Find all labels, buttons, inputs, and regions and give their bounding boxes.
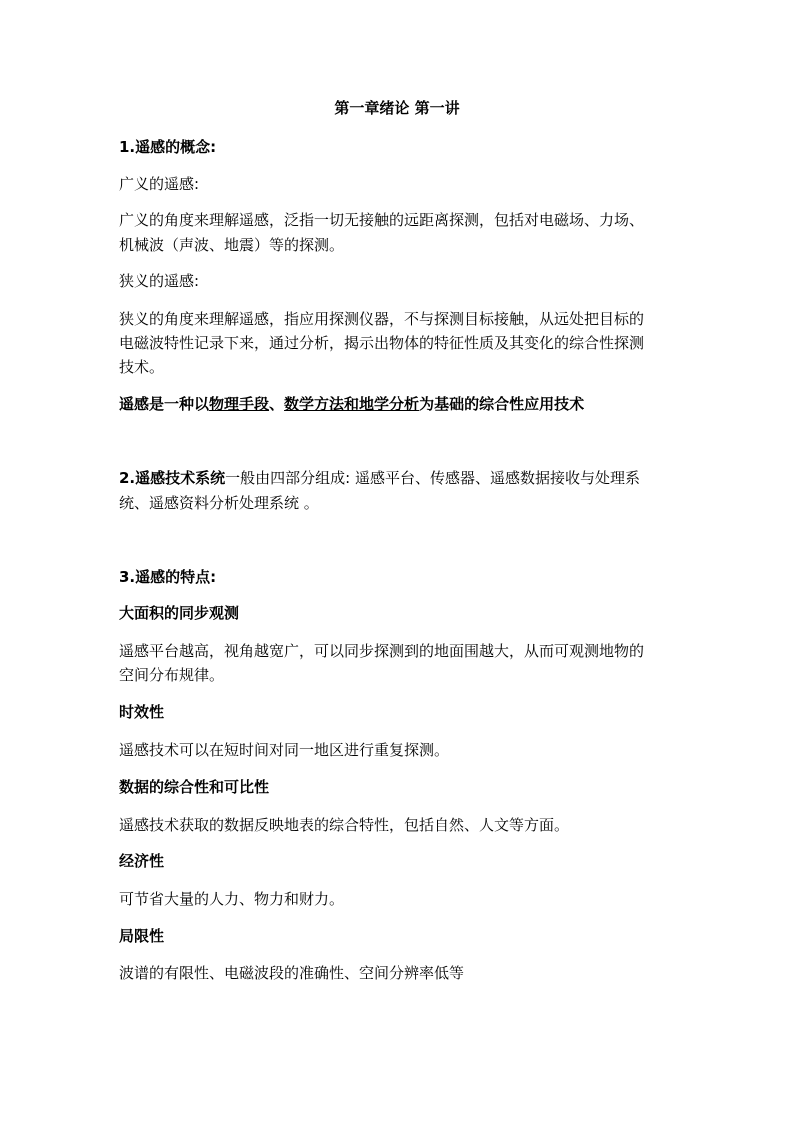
section-1-heading: 1.遥感的概念:: [119, 138, 217, 156]
feature-text-timeliness: 遥感技术可以在短时间对同一地区进行重复探测。: [119, 741, 450, 759]
feature-text-comprehensiveness: 遥感技术获取的数据反映地表的综合特性，包括自然、人文等方面。: [119, 816, 570, 834]
feature-title-synchronous-observation: 大面积的同步观测: [119, 604, 240, 622]
section-2-text: 一般由四部分组成: 遥感平台、传感器、遥感数据接收与处理系: [225, 469, 640, 487]
section-3-heading: 3.遥感的特点:: [119, 568, 217, 586]
broad-definition-line-2: 机械波（声波、地震）等的探测。: [119, 236, 345, 254]
feature-title-timeliness: 时效性: [119, 703, 165, 721]
narrow-definition-line-2: 电磁波特性记录下来，通过分析，揭示出物体的特征性质及其变化的综合性探测: [119, 334, 645, 352]
definition-math-geo-analysis: 数学方法和地学分析: [284, 395, 420, 413]
section-2-line-2: 统、遥感资料分析处理系统 。: [119, 494, 319, 512]
broad-remote-sensing-label: 广义的遥感:: [119, 175, 200, 193]
feature-title-comprehensiveness: 数据的综合性和可比性: [119, 778, 270, 796]
remote-sensing-definition: [119, 395, 584, 413]
definition-part-1: 遥感是一种以: [119, 395, 210, 413]
feature-text-economy: 可节省大量的人力、物力和财力。: [119, 890, 345, 908]
definition-part-5: 为基础的综合性应用技术: [419, 395, 585, 413]
definition-physical-means: 物理手段: [209, 395, 270, 413]
definition-part-3: 、: [269, 395, 285, 413]
feature-text-synchronous-line-1: 遥感平台越高，视角越宽广，可以同步探测到的地面围越大，从而可观测地物的: [119, 642, 645, 660]
section-2-line-1: [119, 469, 640, 487]
narrow-definition-line-3: 技术。: [119, 358, 165, 376]
feature-text-synchronous-line-2: 空间分布规律。: [119, 666, 225, 684]
feature-title-economy: 经济性: [119, 852, 165, 870]
narrow-definition-line-1: 狭义的角度来理解遥感，指应用探测仪器，不与探测目标接触，从远处把目标的: [119, 310, 645, 328]
feature-title-limitations: 局限性: [119, 927, 165, 945]
feature-text-limitations: 波谱的有限性、电磁波段的准确性、空间分辨率低等: [119, 964, 465, 982]
broad-definition-line-1: 广义的角度来理解遥感，泛指一切无接触的远距离探测，包括对电磁场、力场、: [119, 211, 645, 229]
page-title: 第一章绪论 第一讲: [334, 99, 460, 117]
section-2-heading: 2.遥感技术系统: [119, 469, 226, 487]
narrow-remote-sensing-label: 狭义的遥感:: [119, 272, 200, 290]
